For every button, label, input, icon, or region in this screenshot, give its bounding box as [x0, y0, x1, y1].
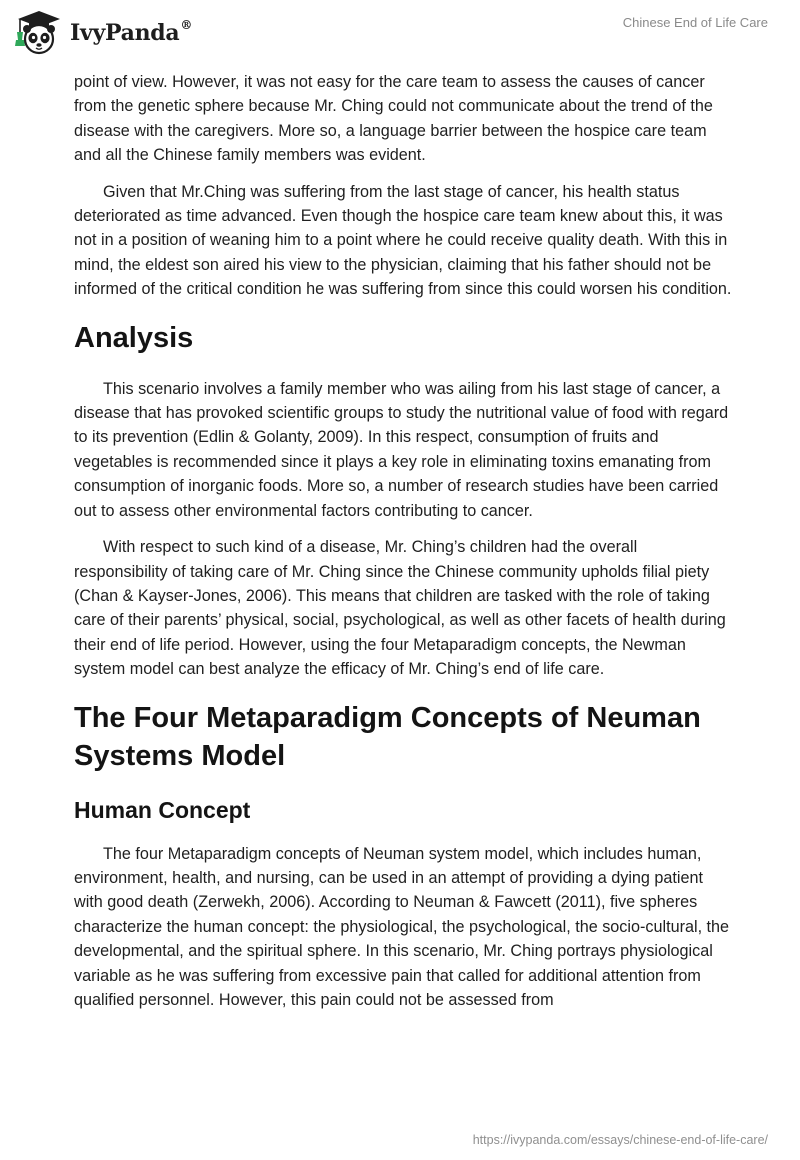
paragraph-human-concept: The four Metaparadigm concepts of Neuman system model, which includes human, environment, health, and nursing, can be used in an attempt of providing a dying patient with good death (Zerwekh, 2006). According to Neuman & Fawcett (2011), five spheres characterize the human concept: the physiological, the psychological, the socio-cultural, the developmental, and the spiritual sphere. In this scenario, Mr. Ching portrays physiological variable as he was suffering from excessive pain that called for additional attention from qualified personnel. However, this pain could not be assessed from [74, 844, 730, 1009]
heading-human-concept: Human Concept [74, 796, 251, 823]
heading-four-metaparadigm: The Four Metaparadigm Concepts of Neuman Systems Model [74, 701, 701, 772]
registered-mark: ® [180, 18, 193, 32]
document-title: Chinese End of Life Care [622, 15, 768, 30]
page-header [0, 0, 800, 70]
paragraph-health-status: Given that Mr.Ching was suffering from the last stage of cancer, his health status deteriorated as time advanced. Even though the hospice care team knew about this, it was not in a position of weaning him to a point where he could receive quality death. With this in mind, the eldest son aired his view to the physician, claiming that his father should not be informed of the critical condition he was suffering from since this could worsen his condition. [74, 182, 732, 299]
paragraph-scenario: This scenario involves a family member who was ailing from his last stage of cancer, a disease that has provoked scientific groups to study the nutritional value of food with regard to its prevention (Edlin & Golanty, 2009). In this respect, consumption of fruits and vegetables is recommended since it plays a key role in eliminating toxins emanating from consumption of inorganic foods. More so, a number of research studies have been carried out to assess other environmental factors contributing to cancer. [74, 379, 729, 520]
ivypanda-logo[interactable] [14, 10, 192, 56]
panda-logo-icon [14, 10, 64, 56]
paragraph-continuation: point of view. However, it was not easy for the care team to assess the causes of cancer from the genetic sphere because Mr. Ching could not communicate about the trend of the disease with the caregivers. More so, a language barrier between the hospice care team and all the Chinese family members was evident. [74, 73, 713, 165]
paragraph-filial-piety: With respect to such kind of a disease, Mr. Ching’s children had the overall responsibility of taking care of Mr. Ching since the Chinese community upholds filial piety (Chan & Kayser-Jones, 2006). This means that children are tasked with the role of taking care of their parents’ physical, social, psychological, as well as other facets of health during their end of life period. However, using the four Metaparadigm concepts, the Newman system model can best analyze the efficacy of Mr. Ching’s end of life care. [74, 538, 726, 679]
essay-content [74, 70, 734, 1024]
footer-url[interactable]: https://ivypanda.com/essays/chinese-end-of-life-care/ [472, 1133, 768, 1147]
brand-name: IvyPanda® [70, 18, 193, 46]
heading-analysis: Analysis [74, 321, 194, 354]
